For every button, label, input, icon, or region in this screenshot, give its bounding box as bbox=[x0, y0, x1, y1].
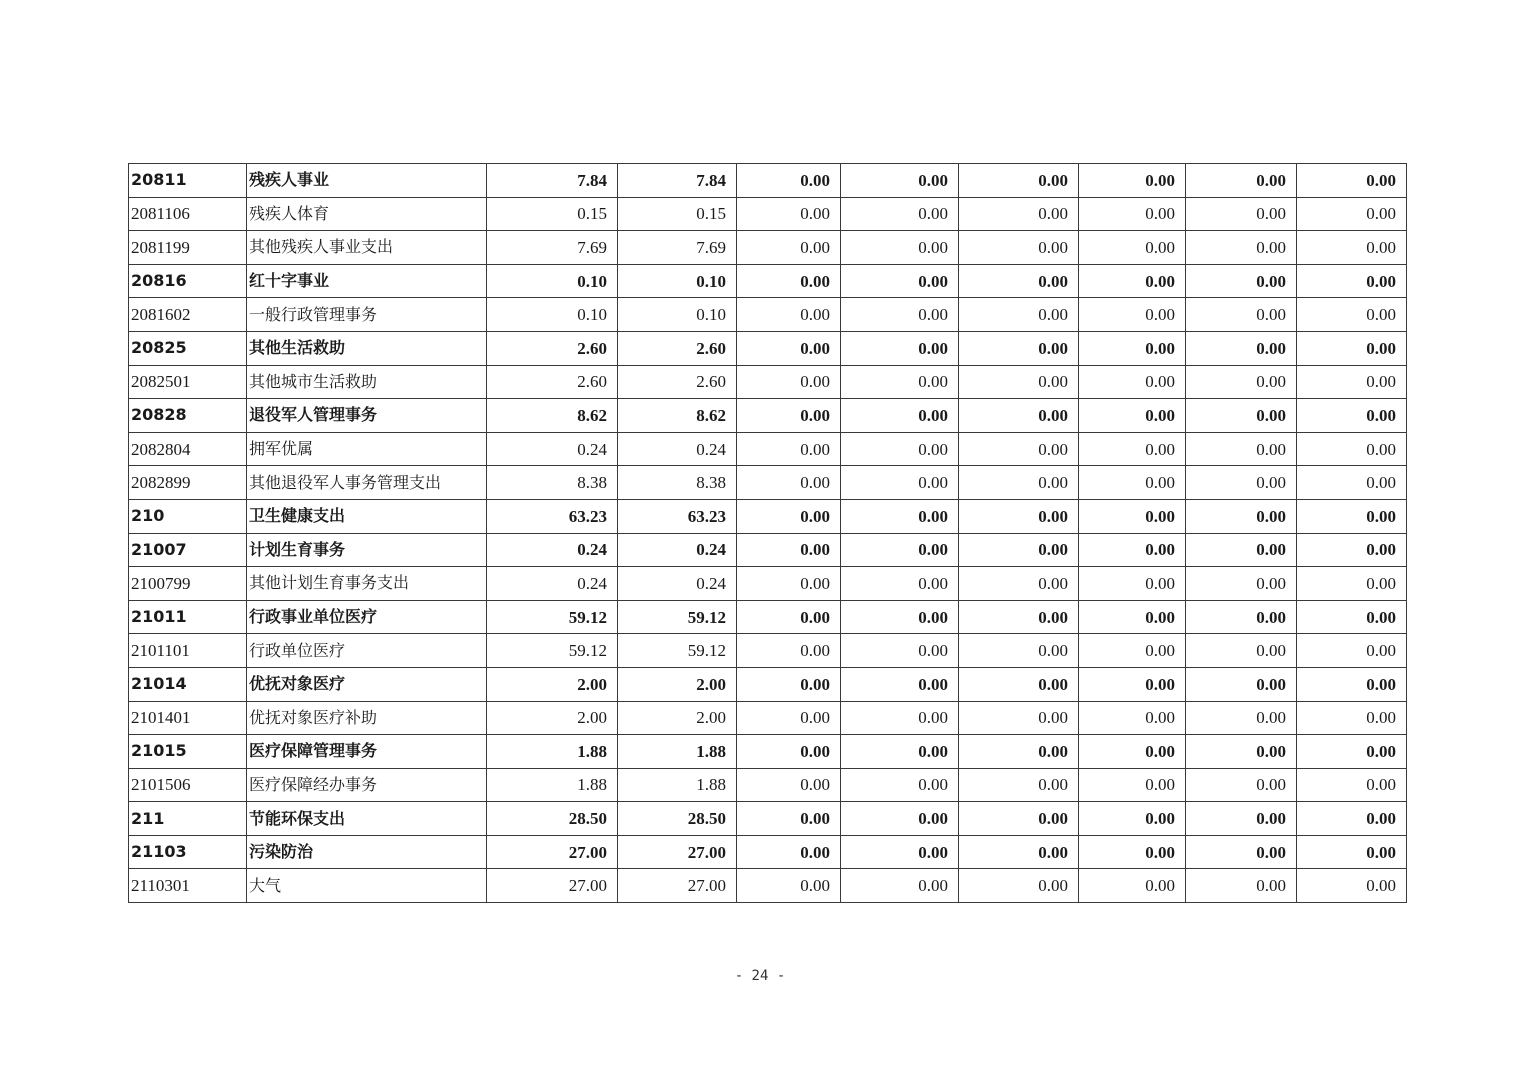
amount-cell: 0.00 bbox=[1186, 667, 1297, 701]
amount-cell: 0.10 bbox=[487, 298, 618, 332]
amount-cell: 0.00 bbox=[1297, 264, 1407, 298]
subject-code-cell: 21014 bbox=[129, 667, 247, 701]
amount-cell: 0.00 bbox=[1297, 667, 1407, 701]
amount-cell: 0.00 bbox=[959, 533, 1079, 567]
amount-cell: 0.15 bbox=[487, 197, 618, 231]
amount-cell: 7.84 bbox=[618, 164, 737, 198]
amount-cell: 0.00 bbox=[1186, 365, 1297, 399]
amount-cell: 0.00 bbox=[1079, 768, 1186, 802]
amount-cell: 0.00 bbox=[1186, 533, 1297, 567]
amount-cell: 0.00 bbox=[1079, 365, 1186, 399]
amount-cell: 0.00 bbox=[959, 197, 1079, 231]
subject-code-cell: 2081199 bbox=[129, 231, 247, 265]
table-row bbox=[129, 264, 1407, 298]
table-row bbox=[129, 499, 1407, 533]
table-row bbox=[129, 331, 1407, 365]
amount-cell: 2.60 bbox=[618, 365, 737, 399]
subject-code-cell: 2101506 bbox=[129, 768, 247, 802]
amount-cell: 0.00 bbox=[959, 466, 1079, 500]
amount-cell: 0.00 bbox=[1079, 399, 1186, 433]
amount-cell: 27.00 bbox=[487, 869, 618, 903]
table-row bbox=[129, 701, 1407, 735]
amount-cell: 0.00 bbox=[1186, 432, 1297, 466]
amount-cell: 0.00 bbox=[959, 735, 1079, 769]
amount-cell: 1.88 bbox=[487, 735, 618, 769]
amount-cell: 28.50 bbox=[618, 802, 737, 836]
amount-cell: 1.88 bbox=[618, 735, 737, 769]
table-row bbox=[129, 231, 1407, 265]
amount-cell: 0.00 bbox=[1297, 365, 1407, 399]
amount-cell: 0.00 bbox=[1079, 197, 1186, 231]
subject-name-cell: 退役军人管理事务 bbox=[247, 399, 487, 433]
amount-cell: 0.00 bbox=[737, 533, 841, 567]
amount-cell: 0.00 bbox=[737, 701, 841, 735]
table-row bbox=[129, 768, 1407, 802]
amount-cell: 2.00 bbox=[618, 701, 737, 735]
amount-cell: 0.00 bbox=[1297, 768, 1407, 802]
amount-cell: 0.00 bbox=[1079, 869, 1186, 903]
subject-code-cell: 21011 bbox=[129, 600, 247, 634]
table-row bbox=[129, 399, 1407, 433]
amount-cell: 0.00 bbox=[959, 768, 1079, 802]
amount-cell: 63.23 bbox=[618, 499, 737, 533]
subject-name-cell: 行政单位医疗 bbox=[247, 634, 487, 668]
table-row bbox=[129, 533, 1407, 567]
amount-cell: 0.00 bbox=[1079, 567, 1186, 601]
table-row bbox=[129, 802, 1407, 836]
amount-cell: 0.00 bbox=[1079, 331, 1186, 365]
amount-cell: 0.24 bbox=[487, 567, 618, 601]
amount-cell: 0.00 bbox=[737, 331, 841, 365]
amount-cell: 59.12 bbox=[618, 634, 737, 668]
amount-cell: 0.00 bbox=[1186, 164, 1297, 198]
amount-cell: 0.00 bbox=[1297, 399, 1407, 433]
amount-cell: 8.62 bbox=[487, 399, 618, 433]
amount-cell: 0.00 bbox=[959, 499, 1079, 533]
amount-cell: 0.00 bbox=[737, 298, 841, 332]
subject-code-cell: 21007 bbox=[129, 533, 247, 567]
amount-cell: 0.00 bbox=[737, 802, 841, 836]
amount-cell: 0.00 bbox=[1297, 298, 1407, 332]
amount-cell: 0.00 bbox=[1186, 399, 1297, 433]
amount-cell: 0.00 bbox=[1079, 533, 1186, 567]
amount-cell: 28.50 bbox=[487, 802, 618, 836]
subject-code-cell: 211 bbox=[129, 802, 247, 836]
amount-cell: 0.00 bbox=[1079, 667, 1186, 701]
subject-name-cell: 计划生育事务 bbox=[247, 533, 487, 567]
amount-cell: 0.00 bbox=[1186, 835, 1297, 869]
amount-cell: 0.00 bbox=[841, 432, 959, 466]
subject-code-cell: 21015 bbox=[129, 735, 247, 769]
amount-cell: 0.00 bbox=[959, 365, 1079, 399]
amount-cell: 0.00 bbox=[841, 869, 959, 903]
amount-cell: 0.00 bbox=[737, 735, 841, 769]
amount-cell: 0.15 bbox=[618, 197, 737, 231]
amount-cell: 0.00 bbox=[737, 835, 841, 869]
amount-cell: 0.00 bbox=[737, 667, 841, 701]
amount-cell: 27.00 bbox=[487, 835, 618, 869]
amount-cell: 0.00 bbox=[1297, 600, 1407, 634]
subject-name-cell: 其他计划生育事务支出 bbox=[247, 567, 487, 601]
amount-cell: 0.00 bbox=[1297, 197, 1407, 231]
amount-cell: 27.00 bbox=[618, 869, 737, 903]
amount-cell: 0.00 bbox=[1079, 735, 1186, 769]
amount-cell: 0.00 bbox=[841, 197, 959, 231]
amount-cell: 0.00 bbox=[1186, 197, 1297, 231]
amount-cell: 0.00 bbox=[1079, 701, 1186, 735]
amount-cell: 0.24 bbox=[487, 533, 618, 567]
amount-cell: 0.00 bbox=[1297, 231, 1407, 265]
amount-cell: 0.00 bbox=[1297, 835, 1407, 869]
amount-cell: 0.00 bbox=[1186, 466, 1297, 500]
amount-cell: 2.60 bbox=[618, 331, 737, 365]
amount-cell: 0.00 bbox=[1186, 567, 1297, 601]
amount-cell: 0.00 bbox=[737, 365, 841, 399]
subject-code-cell: 2101101 bbox=[129, 634, 247, 668]
amount-cell: 0.00 bbox=[959, 164, 1079, 198]
amount-cell: 0.00 bbox=[737, 264, 841, 298]
amount-cell: 0.00 bbox=[1297, 499, 1407, 533]
amount-cell: 59.12 bbox=[487, 600, 618, 634]
subject-code-cell: 20828 bbox=[129, 399, 247, 433]
amount-cell: 0.00 bbox=[959, 264, 1079, 298]
amount-cell: 0.00 bbox=[1079, 835, 1186, 869]
amount-cell: 0.00 bbox=[1079, 634, 1186, 668]
subject-name-cell: 其他生活救助 bbox=[247, 331, 487, 365]
amount-cell: 0.00 bbox=[1079, 164, 1186, 198]
amount-cell: 0.00 bbox=[1297, 331, 1407, 365]
amount-cell: 0.00 bbox=[959, 399, 1079, 433]
amount-cell: 0.00 bbox=[841, 701, 959, 735]
amount-cell: 0.00 bbox=[841, 567, 959, 601]
amount-cell: 0.00 bbox=[959, 634, 1079, 668]
amount-cell: 0.00 bbox=[1297, 567, 1407, 601]
table-row bbox=[129, 600, 1407, 634]
amount-cell: 0.00 bbox=[1079, 466, 1186, 500]
amount-cell: 0.00 bbox=[1297, 802, 1407, 836]
amount-cell: 0.00 bbox=[959, 600, 1079, 634]
amount-cell: 0.00 bbox=[1186, 264, 1297, 298]
amount-cell: 0.00 bbox=[959, 869, 1079, 903]
table-row bbox=[129, 466, 1407, 500]
amount-cell: 0.00 bbox=[841, 264, 959, 298]
subject-code-cell: 21103 bbox=[129, 835, 247, 869]
amount-cell: 0.00 bbox=[737, 432, 841, 466]
amount-cell: 0.00 bbox=[1186, 600, 1297, 634]
subject-code-cell: 20816 bbox=[129, 264, 247, 298]
amount-cell: 0.00 bbox=[959, 231, 1079, 265]
amount-cell: 7.69 bbox=[487, 231, 618, 265]
table-row bbox=[129, 298, 1407, 332]
amount-cell: 0.00 bbox=[841, 802, 959, 836]
amount-cell: 0.00 bbox=[737, 634, 841, 668]
table-row bbox=[129, 869, 1407, 903]
amount-cell: 0.00 bbox=[737, 567, 841, 601]
amount-cell: 2.60 bbox=[487, 365, 618, 399]
amount-cell: 8.38 bbox=[618, 466, 737, 500]
amount-cell: 0.00 bbox=[841, 835, 959, 869]
amount-cell: 0.00 bbox=[1079, 600, 1186, 634]
subject-name-cell: 残疾人事业 bbox=[247, 164, 487, 198]
amount-cell: 0.00 bbox=[1186, 701, 1297, 735]
amount-cell: 0.00 bbox=[959, 298, 1079, 332]
subject-name-cell: 其他城市生活救助 bbox=[247, 365, 487, 399]
table-row bbox=[129, 567, 1407, 601]
subject-name-cell: 残疾人体育 bbox=[247, 197, 487, 231]
amount-cell: 0.00 bbox=[1079, 802, 1186, 836]
subject-code-cell: 2081602 bbox=[129, 298, 247, 332]
subject-name-cell: 节能环保支出 bbox=[247, 802, 487, 836]
amount-cell: 0.00 bbox=[841, 533, 959, 567]
amount-cell: 8.38 bbox=[487, 466, 618, 500]
amount-cell: 0.00 bbox=[1186, 634, 1297, 668]
amount-cell: 27.00 bbox=[618, 835, 737, 869]
subject-name-cell: 其他残疾人事业支出 bbox=[247, 231, 487, 265]
amount-cell: 0.10 bbox=[487, 264, 618, 298]
amount-cell: 0.00 bbox=[1297, 466, 1407, 500]
amount-cell: 0.24 bbox=[618, 432, 737, 466]
amount-cell: 0.00 bbox=[1079, 432, 1186, 466]
subject-code-cell: 2110301 bbox=[129, 869, 247, 903]
subject-code-cell: 2081106 bbox=[129, 197, 247, 231]
amount-cell: 0.00 bbox=[1297, 432, 1407, 466]
subject-code-cell: 2082501 bbox=[129, 365, 247, 399]
amount-cell: 0.00 bbox=[737, 768, 841, 802]
subject-name-cell: 污染防治 bbox=[247, 835, 487, 869]
amount-cell: 0.00 bbox=[1079, 264, 1186, 298]
subject-code-cell: 2101401 bbox=[129, 701, 247, 735]
subject-name-cell: 优抚对象医疗 bbox=[247, 667, 487, 701]
table-row bbox=[129, 634, 1407, 668]
amount-cell: 8.62 bbox=[618, 399, 737, 433]
amount-cell: 0.00 bbox=[1186, 331, 1297, 365]
amount-cell: 59.12 bbox=[618, 600, 737, 634]
table-body bbox=[129, 164, 1407, 903]
amount-cell: 0.00 bbox=[959, 802, 1079, 836]
table-row bbox=[129, 365, 1407, 399]
subject-name-cell: 医疗保障经办事务 bbox=[247, 768, 487, 802]
amount-cell: 0.00 bbox=[959, 567, 1079, 601]
amount-cell: 0.00 bbox=[737, 164, 841, 198]
amount-cell: 1.88 bbox=[487, 768, 618, 802]
amount-cell: 0.00 bbox=[841, 231, 959, 265]
amount-cell: 0.24 bbox=[618, 533, 737, 567]
amount-cell: 63.23 bbox=[487, 499, 618, 533]
subject-name-cell: 红十字事业 bbox=[247, 264, 487, 298]
amount-cell: 0.00 bbox=[841, 399, 959, 433]
amount-cell: 2.00 bbox=[618, 667, 737, 701]
amount-cell: 0.00 bbox=[737, 499, 841, 533]
amount-cell: 0.00 bbox=[1079, 231, 1186, 265]
amount-cell: 0.10 bbox=[618, 264, 737, 298]
table-row bbox=[129, 197, 1407, 231]
amount-cell: 0.24 bbox=[487, 432, 618, 466]
amount-cell: 0.00 bbox=[737, 869, 841, 903]
subject-name-cell: 医疗保障管理事务 bbox=[247, 735, 487, 769]
subject-code-cell: 210 bbox=[129, 499, 247, 533]
table-row bbox=[129, 735, 1407, 769]
amount-cell: 0.00 bbox=[841, 164, 959, 198]
amount-cell: 7.84 bbox=[487, 164, 618, 198]
amount-cell: 0.00 bbox=[1297, 164, 1407, 198]
amount-cell: 0.00 bbox=[1186, 735, 1297, 769]
table-row bbox=[129, 164, 1407, 198]
amount-cell: 0.00 bbox=[959, 667, 1079, 701]
amount-cell: 0.00 bbox=[841, 768, 959, 802]
amount-cell: 0.00 bbox=[841, 298, 959, 332]
amount-cell: 0.10 bbox=[618, 298, 737, 332]
table-row bbox=[129, 432, 1407, 466]
amount-cell: 7.69 bbox=[618, 231, 737, 265]
amount-cell: 2.00 bbox=[487, 667, 618, 701]
amount-cell: 0.00 bbox=[959, 835, 1079, 869]
amount-cell: 0.00 bbox=[1297, 701, 1407, 735]
amount-cell: 2.00 bbox=[487, 701, 618, 735]
subject-code-cell: 2082899 bbox=[129, 466, 247, 500]
subject-code-cell: 20825 bbox=[129, 331, 247, 365]
subject-name-cell: 优抚对象医疗补助 bbox=[247, 701, 487, 735]
amount-cell: 0.00 bbox=[737, 600, 841, 634]
budget-table bbox=[128, 163, 1407, 903]
amount-cell: 0.00 bbox=[959, 701, 1079, 735]
amount-cell: 59.12 bbox=[487, 634, 618, 668]
amount-cell: 0.00 bbox=[1079, 298, 1186, 332]
amount-cell: 1.88 bbox=[618, 768, 737, 802]
subject-name-cell: 拥军优属 bbox=[247, 432, 487, 466]
amount-cell: 0.00 bbox=[841, 499, 959, 533]
table-row bbox=[129, 835, 1407, 869]
subject-code-cell: 20811 bbox=[129, 164, 247, 198]
amount-cell: 0.00 bbox=[1297, 634, 1407, 668]
amount-cell: 0.00 bbox=[1297, 869, 1407, 903]
subject-name-cell: 大气 bbox=[247, 869, 487, 903]
amount-cell: 0.00 bbox=[737, 197, 841, 231]
amount-cell: 0.00 bbox=[1186, 768, 1297, 802]
amount-cell: 0.00 bbox=[1186, 298, 1297, 332]
amount-cell: 0.00 bbox=[1186, 499, 1297, 533]
amount-cell: 0.00 bbox=[1297, 533, 1407, 567]
amount-cell: 0.00 bbox=[1079, 499, 1186, 533]
amount-cell: 0.24 bbox=[618, 567, 737, 601]
amount-cell: 2.60 bbox=[487, 331, 618, 365]
amount-cell: 0.00 bbox=[737, 399, 841, 433]
amount-cell: 0.00 bbox=[841, 331, 959, 365]
amount-cell: 0.00 bbox=[841, 634, 959, 668]
amount-cell: 0.00 bbox=[737, 231, 841, 265]
subject-code-cell: 2100799 bbox=[129, 567, 247, 601]
amount-cell: 0.00 bbox=[959, 331, 1079, 365]
subject-code-cell: 2082804 bbox=[129, 432, 247, 466]
subject-name-cell: 卫生健康支出 bbox=[247, 499, 487, 533]
subject-name-cell: 行政事业单位医疗 bbox=[247, 600, 487, 634]
amount-cell: 0.00 bbox=[841, 466, 959, 500]
amount-cell: 0.00 bbox=[1297, 735, 1407, 769]
amount-cell: 0.00 bbox=[737, 466, 841, 500]
amount-cell: 0.00 bbox=[1186, 869, 1297, 903]
amount-cell: 0.00 bbox=[1186, 802, 1297, 836]
amount-cell: 0.00 bbox=[841, 600, 959, 634]
amount-cell: 0.00 bbox=[959, 432, 1079, 466]
subject-name-cell: 其他退役军人事务管理支出 bbox=[247, 466, 487, 500]
amount-cell: 0.00 bbox=[841, 365, 959, 399]
amount-cell: 0.00 bbox=[841, 735, 959, 769]
subject-name-cell: 一般行政管理事务 bbox=[247, 298, 487, 332]
page-number: - 24 - bbox=[734, 968, 786, 984]
amount-cell: 0.00 bbox=[841, 667, 959, 701]
amount-cell: 0.00 bbox=[1186, 231, 1297, 265]
table-row bbox=[129, 667, 1407, 701]
